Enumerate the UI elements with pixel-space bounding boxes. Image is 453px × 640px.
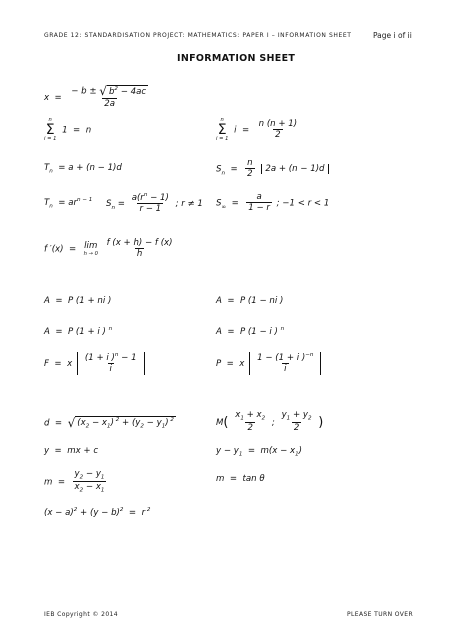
footer-copyright: IEB Copyright © 2014	[44, 611, 118, 618]
formula-distance: d = √ $(x_2 - x_1) ^2 + (y_2 - y_1)$ $^2$	[44, 416, 174, 430]
formula-point-slope: $y - y_1 = m(x - x_1)$	[216, 446, 303, 458]
formula-derivative: f ′(x) = lim h → 0 $\frac{f (x + h) - f (x)}{h}$	[44, 238, 173, 260]
formula-present-value: P = x $\frac{1 - (1 + i )^{-n}}{i}$	[216, 352, 323, 375]
formula-simple-interest: A = P (1 + ni )	[44, 296, 112, 306]
formula-geometric-infinite: $S_\infty$ = $\frac{a}{1 - r}$ ; −1 < r < 1	[216, 192, 330, 214]
formula-gradient: m = $\frac{y_2 - y_1}{x_2 - x_1}$	[44, 469, 105, 495]
formula-arithmetic-term: $T_n = a + (n - 1)d$	[44, 163, 122, 175]
formula-sum-i: n Σ i = 1 i = $\frac{n (n + 1)}{2}$	[216, 117, 298, 143]
document-header-title: GRADE 12: STANDARDISATION PROJECT: MATHEMATICS: PAPER I – INFORMATION SHEET	[44, 32, 352, 39]
formula-quadratic: x = − b ± √ $b^2 - 4ac$ 2a	[44, 84, 147, 110]
formula-geometric-term: $T_n = ar^{n - 1}$	[44, 197, 93, 210]
formula-circle: $(x - a)^2 + (y - b)^2 = r$ $^2$	[44, 507, 151, 518]
formula-geometric-sum: $S_n$ = $\frac{a(r^n - 1)}{r - 1}$ ; r ≠ 1	[106, 192, 203, 215]
formula-gradient-tan: m = tan θ	[216, 474, 265, 484]
formula-compound-depreciation: A = P (1 − i ) $^n$	[216, 326, 285, 337]
formula-future-value: F = x $\frac{(1 + i )^n - 1}{i}$	[44, 352, 147, 375]
formula-sum-one: n Σ i = 1 1 = n	[44, 117, 92, 143]
formula-straight-line: y = mx + c	[44, 446, 99, 456]
formula-arithmetic-sum: $S_n$ = $\frac{n}{2}$ 2a + (n − 1)d	[216, 158, 331, 180]
page-title: INFORMATION SHEET	[177, 53, 296, 64]
footer-turn-over: PLEASE TURN OVER	[347, 611, 414, 618]
formula-simple-depreciation: A = P (1 − ni )	[216, 296, 284, 306]
page-number: Page i of ii	[373, 31, 412, 40]
formula-compound-interest: A = P (1 + i ) $^n$	[44, 326, 113, 337]
formula-midpoint: M( $\frac{x_1 + x_2}{2}$ ; $\frac{y_1 + y_2}{2}$ )	[216, 410, 324, 434]
